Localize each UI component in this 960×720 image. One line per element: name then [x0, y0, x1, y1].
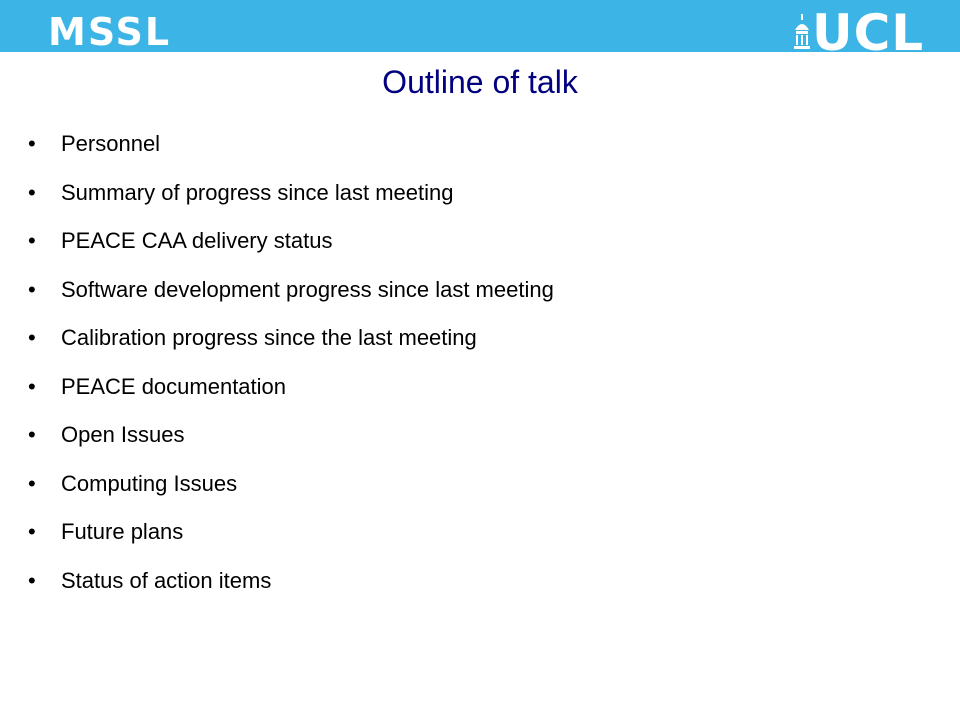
- bullet-icon: •: [28, 567, 36, 593]
- bullet-icon: •: [28, 131, 36, 156]
- ucl-wordmark: UCL: [812, 4, 925, 62]
- bullet-icon: •: [28, 470, 36, 496]
- bullet-icon: •: [28, 179, 36, 205]
- bullet-icon: •: [28, 228, 36, 253]
- bullet-icon: •: [28, 373, 36, 399]
- mssl-logo: MSSL: [48, 10, 172, 54]
- slide-title: Outline of talk: [382, 64, 578, 100]
- bullet-icon: •: [28, 422, 36, 447]
- bullet-icon: •: [28, 276, 36, 302]
- ucl-logo: [790, 4, 940, 62]
- dome-icon: [792, 14, 812, 52]
- bullet-icon: •: [28, 325, 36, 350]
- bullet-icon: •: [28, 519, 36, 544]
